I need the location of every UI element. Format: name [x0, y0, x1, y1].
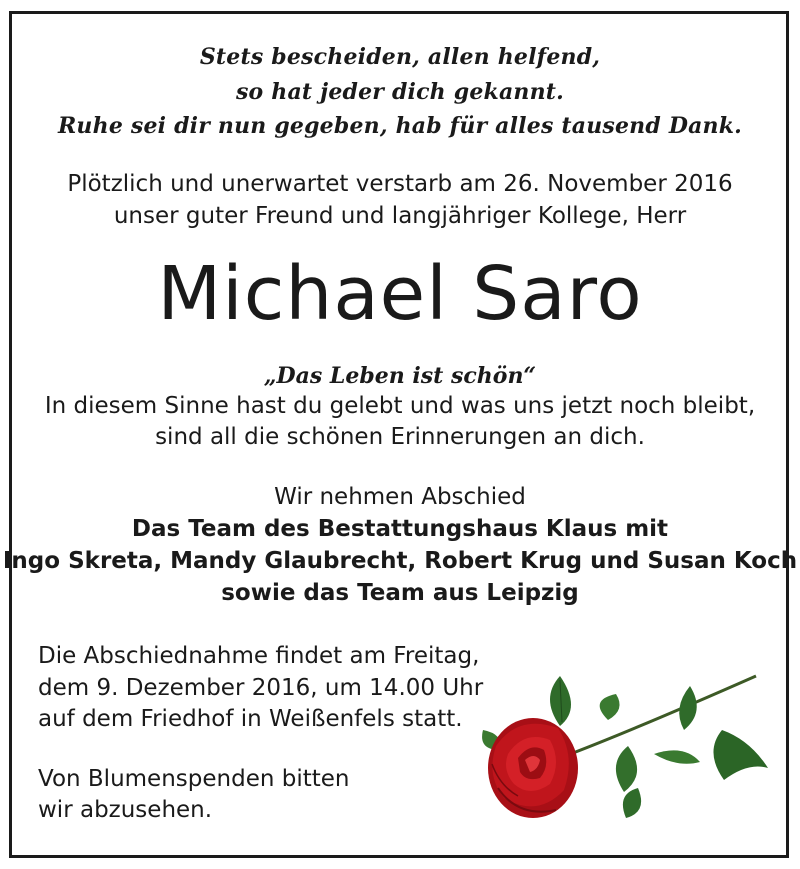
- rose-leaf: [679, 686, 697, 730]
- rose-leaf: [654, 750, 700, 763]
- rose-leaf: [623, 788, 641, 818]
- announcement-line-2: unser guter Freund und langjähriger Kollege, Herr: [113, 203, 687, 229]
- motto-line-3: Ruhe sei dir nun gegeben, hab für alles tausend Dank.: [57, 113, 743, 139]
- deceased-name: Michael Saro: [157, 251, 643, 337]
- motto-line-2: so hat jeder dich gekannt.: [235, 79, 565, 105]
- flowers-line-1: Von Blumenspenden bitten: [38, 766, 350, 792]
- ceremony-line-3: auf dem Friedhof in Weißenfels statt.: [38, 706, 463, 732]
- farewell-line-1: Das Team des Bestattungshaus Klaus mit: [131, 516, 669, 542]
- announcement-line-1: Plötzlich und unerwartet verstarb am 26. November 2016: [67, 171, 733, 197]
- ceremony-line-1: Die Abschiednahme findet am Freitag,: [38, 643, 480, 669]
- ceremony-line-2: dem 9. Dezember 2016, um 14.00 Uhr: [38, 675, 484, 701]
- rose-leaf: [600, 694, 620, 720]
- rose-leaf: [616, 746, 637, 792]
- rose-leaf: [713, 730, 768, 780]
- farewell-intro: Wir nehmen Abschied: [274, 484, 526, 510]
- motto-line-1: Stets bescheiden, allen helfend,: [199, 44, 601, 70]
- farewell-line-3: sowie das Team aus Leipzig: [221, 580, 579, 606]
- farewell-line-2: Ingo Skreta, Mandy Glaubrecht, Robert Krug und Susan Koch: [2, 548, 798, 574]
- rose-illustration: [478, 668, 778, 828]
- flowers-line-2: wir abzusehen.: [38, 797, 213, 823]
- quote-line-2: sind all die schönen Erinnerungen an dich.: [155, 424, 645, 450]
- quote-title: „Das Leben ist schön“: [263, 363, 537, 389]
- quote-line-1: In diesem Sinne hast du gelebt und was uns jetzt noch bleibt,: [44, 393, 756, 419]
